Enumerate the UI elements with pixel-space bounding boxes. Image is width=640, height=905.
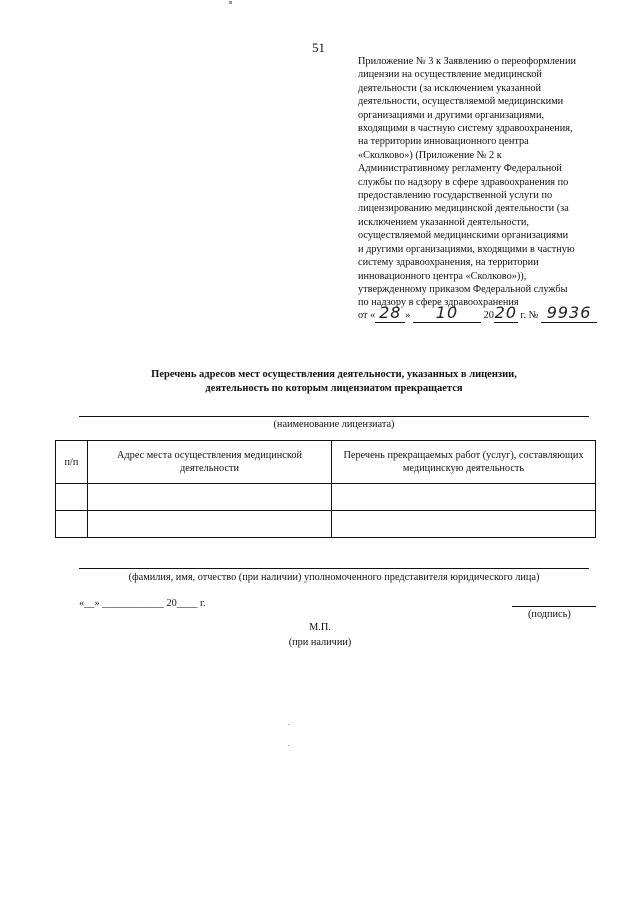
- licensee-name-line: [79, 416, 589, 417]
- appendix-line: службы по надзору в сфере здравоохранения по: [358, 176, 569, 188]
- appendix-line: Административному регламенту Федеральной: [358, 163, 562, 175]
- signature-caption: (подпись): [528, 609, 571, 620]
- page-number: 51: [312, 40, 325, 55]
- order-number-handwritten: 9936: [541, 303, 597, 323]
- scan-speck: [288, 724, 289, 725]
- representative-caption: (фамилия, имя, отчество (при наличии) уполномоченного представителя юридического лица): [128, 572, 540, 583]
- appendix-line: деятельности (за исключением указанной: [358, 82, 541, 94]
- appendix-line: «Сколково») (Приложение № 2 к: [358, 149, 502, 161]
- appendix-line: Приложение № 3 к Заявлению о переоформлении: [358, 56, 576, 67]
- table-row: [56, 511, 596, 538]
- table-row: [56, 484, 596, 511]
- title-line: деятельность по которым лицензиатом прекращается: [205, 383, 463, 394]
- stamp-label: М.П.: [309, 622, 331, 633]
- address-table: [55, 440, 596, 538]
- licensee-caption: (наименование лицензиата): [273, 419, 395, 430]
- table-cell: [332, 511, 596, 538]
- appendix-line: и другими организациями, входящими в частную: [358, 243, 575, 255]
- appendix-line: предоставлению государственной услуги по: [358, 190, 553, 202]
- appendix-line: входящими в частную систему здравоохранения,: [358, 123, 573, 135]
- table-cell: [88, 484, 332, 511]
- order-reference: [358, 303, 597, 323]
- scan-speck: [229, 1, 232, 4]
- table-cell: [88, 511, 332, 538]
- stamp-note: (при наличии): [288, 637, 352, 648]
- order-ref-mid: »: [405, 310, 411, 321]
- appendix-line: исключением указанной деятельности,: [358, 216, 529, 228]
- header-address: Адрес места осуществления медицинской деятельности: [88, 441, 332, 484]
- order-year-handwritten: 20: [494, 303, 518, 322]
- title-line: Перечень адресов мест осуществления деятельности, указанных в лицензии,: [151, 369, 517, 380]
- table-cell: [332, 484, 596, 511]
- appendix-line: организациями и другими организациями,: [358, 109, 545, 121]
- table-cell: [56, 484, 88, 511]
- date-line: «__» ____________ 20____ г.: [79, 598, 206, 609]
- signature-line: [512, 606, 596, 607]
- appendix-line: осуществляемой медицинскими организациями: [358, 230, 569, 242]
- appendix-header: [358, 55, 594, 310]
- order-year-prefix: 20: [483, 310, 494, 321]
- appendix-line: инновационного центра «Сколково»)),: [358, 270, 527, 282]
- table-header-row: [56, 441, 596, 484]
- order-month-handwritten: 10: [413, 303, 481, 323]
- appendix-line: лицензированию медицинской деятельности (за: [358, 203, 569, 215]
- appendix-line: деятельности, осуществляемой медицинскими: [358, 96, 564, 108]
- order-day-handwritten: 28: [375, 303, 405, 323]
- document-title: [60, 368, 608, 396]
- table-cell: [56, 511, 88, 538]
- order-ref-prefix: от «: [358, 310, 376, 321]
- representative-name-line: [79, 568, 589, 569]
- appendix-line: лицензии на осуществление медицинской: [358, 69, 542, 81]
- appendix-line: систему здравоохранения, на территории: [358, 257, 539, 269]
- header-number: п/п: [56, 441, 88, 484]
- order-number-label: г. №: [517, 310, 542, 321]
- appendix-line: на территории инновационного центра: [358, 136, 529, 148]
- scan-speck: [288, 745, 289, 746]
- appendix-line: утвержденному приказом Федеральной службы: [358, 283, 568, 295]
- appendix-line: по надзору в сфере здравоохранения: [358, 297, 519, 309]
- header-services: Перечень прекращаемых работ (услуг), составляющих медицинскую деятельность: [332, 441, 596, 484]
